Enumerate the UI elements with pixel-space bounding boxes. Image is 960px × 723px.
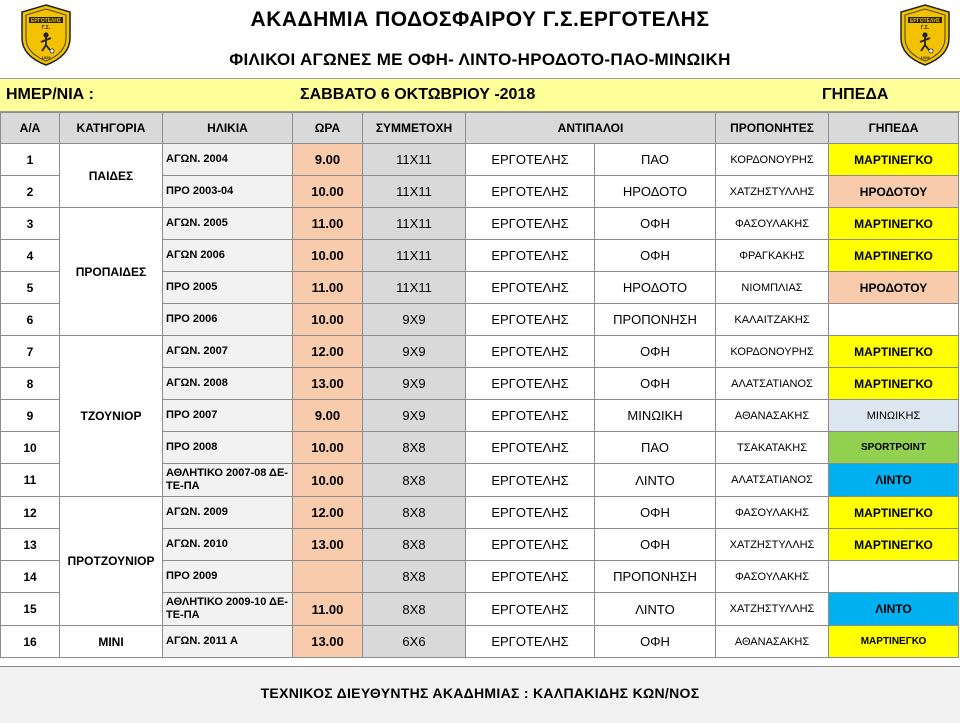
field-cell: ΛΙΝΤΟ: [829, 593, 959, 626]
field-cell: ΜΑΡΤΙΝΕΓΚΟ: [829, 208, 959, 240]
age-cell: ΑΓΩΝ. 2004: [163, 144, 293, 176]
opponent-cell: ΠΡΟΠΟΝΗΣΗ: [595, 304, 716, 336]
opponent-cell: ΠΡΟΠΟΝΗΣΗ: [595, 561, 716, 593]
field-cell: ΜΑΡΤΙΝΕΓΚΟ: [829, 368, 959, 400]
opponent-cell: ΟΦΗ: [595, 208, 716, 240]
coach-cell: ΝΙΟΜΠΛΙΑΣ: [716, 272, 829, 304]
age-cell: ΠΡΟ 2007: [163, 400, 293, 432]
format-cell: 6Χ6: [363, 626, 466, 658]
home-team-cell: ΕΡΓΟΤΕΛΗΣ: [466, 464, 595, 497]
svg-text:ΕΡΓΟΤΕΛΗΣ: ΕΡΓΟΤΕΛΗΣ: [31, 18, 61, 24]
table-row: [1, 336, 959, 368]
field-cell: SPORTPOINT: [829, 432, 959, 464]
time-cell: 11.00: [293, 272, 363, 304]
format-cell: 9Χ9: [363, 304, 466, 336]
format-cell: 11Χ11: [363, 144, 466, 176]
time-cell: 13.00: [293, 626, 363, 658]
format-cell: 11Χ11: [363, 272, 466, 304]
field-cell: [829, 304, 959, 336]
coach-cell: ΑΘΑΝΑΣΑΚΗΣ: [716, 400, 829, 432]
col-header-coaches: ΠΡΟΠΟΝΗΤΕΣ: [716, 113, 829, 144]
age-cell: ΑΓΩΝ. 2007: [163, 336, 293, 368]
coach-cell: ΚΟΡΔΟΝΟΥΡΗΣ: [716, 336, 829, 368]
coach-cell: ΤΣΑΚΑΤΑΚΗΣ: [716, 432, 829, 464]
coach-cell: ΦΡΑΓΚΑΚΗΣ: [716, 240, 829, 272]
format-cell: 11Χ11: [363, 240, 466, 272]
format-cell: 9Χ9: [363, 336, 466, 368]
home-team-cell: ΕΡΓΟΤΕΛΗΣ: [466, 240, 595, 272]
time-cell: 10.00: [293, 176, 363, 208]
format-cell: 9Χ9: [363, 368, 466, 400]
age-cell: ΠΡΟ 2005: [163, 272, 293, 304]
format-cell: 8Χ8: [363, 432, 466, 464]
academy-title: ΑΚΑΔΗΜΙΑ ΠΟΔΟΣΦΑΙΡΟΥ Γ.Σ.ΕΡΓΟΤΕΛΗΣ: [250, 8, 710, 31]
age-cell: ΠΡΟ 2003-04: [163, 176, 293, 208]
home-team-cell: ΕΡΓΟΤΕΛΗΣ: [466, 336, 595, 368]
category-cell: ΠΡΟΠΑΙΔΕΣ: [60, 208, 163, 336]
home-team-cell: ΕΡΓΟΤΕΛΗΣ: [466, 497, 595, 529]
field-cell: ΛΙΝΤΟ: [829, 464, 959, 497]
date-band: [0, 78, 960, 112]
table-row: [1, 626, 959, 658]
coach-cell: ΑΘΑΝΑΣΑΚΗΣ: [716, 626, 829, 658]
time-cell: 13.00: [293, 529, 363, 561]
row-number: 5: [1, 272, 60, 304]
club-logo-right: [899, 4, 951, 66]
coach-cell: ΦΑΣΟΥΛΑΚΗΣ: [716, 497, 829, 529]
row-number: 7: [1, 336, 60, 368]
row-number: 12: [1, 497, 60, 529]
row-number: 3: [1, 208, 60, 240]
field-cell: [829, 561, 959, 593]
matches-subtitle: ΦΙΛΙΚΟΙ ΑΓΩΝΕΣ ΜΕ ΟΦΗ- ΛΙΝΤΟ-ΗΡΟΔΟΤΟ-ΠΑΟ-ΜΙΝΩΙΚΗ: [229, 50, 731, 69]
home-team-cell: ΕΡΓΟΤΕΛΗΣ: [466, 176, 595, 208]
opponent-cell: ΟΦΗ: [595, 336, 716, 368]
time-cell: 12.00: [293, 497, 363, 529]
time-cell: 10.00: [293, 464, 363, 497]
row-number: 6: [1, 304, 60, 336]
format-cell: 11Χ11: [363, 176, 466, 208]
category-cell: ΠΑΙΔΕΣ: [60, 144, 163, 208]
time-cell: [293, 561, 363, 593]
age-cell: ΠΡΟ 2009: [163, 561, 293, 593]
field-cell: ΜΑΡΤΙΝΕΓΚΟ: [829, 336, 959, 368]
coach-cell: ΚΟΡΔΟΝΟΥΡΗΣ: [716, 144, 829, 176]
age-cell: ΠΡΟ 2006: [163, 304, 293, 336]
field-cell: ΜΑΡΤΙΝΕΓΚΟ: [829, 497, 959, 529]
col-header-fields: ΓΗΠΕΔΑ: [829, 113, 959, 144]
field-cell: ΗΡΟΔΟΤΟΥ: [829, 272, 959, 304]
opponent-cell: ΠΑΟ: [595, 432, 716, 464]
home-team-cell: ΕΡΓΟΤΕΛΗΣ: [466, 304, 595, 336]
age-cell: ΑΘΛΗΤΙΚΟ 2009-10 ΔΕ-ΤΕ-ΠΑ: [163, 593, 293, 626]
time-cell: 11.00: [293, 593, 363, 626]
field-cell: ΗΡΟΔΟΤΟΥ: [829, 176, 959, 208]
row-number: 14: [1, 561, 60, 593]
coach-cell: ΧΑΤΖΗΣΤΥΛΛΗΣ: [716, 593, 829, 626]
opponent-cell: ΟΦΗ: [595, 529, 716, 561]
time-cell: 13.00: [293, 368, 363, 400]
col-header-age: ΗΛΙΚΙΑ: [163, 113, 293, 144]
table-row: [1, 208, 959, 240]
coach-cell: ΚΑΛΑΙΤΖΑΚΗΣ: [716, 304, 829, 336]
age-cell: ΑΓΩΝ. 2009: [163, 497, 293, 529]
row-number: 4: [1, 240, 60, 272]
category-cell: ΜΙΝΙ: [60, 626, 163, 658]
time-cell: 9.00: [293, 144, 363, 176]
home-team-cell: ΕΡΓΟΤΕΛΗΣ: [466, 208, 595, 240]
schedule-table: [0, 112, 959, 658]
table-row: [1, 497, 959, 529]
opponent-cell: ΗΡΟΔΟΤΟ: [595, 272, 716, 304]
col-header-format: ΣΥΜΜΕΤΟΧΗ: [363, 113, 466, 144]
club-logo-left: [20, 4, 72, 66]
field-cell: ΜΑΡΤΙΝΕΓΚΟ: [829, 529, 959, 561]
coach-cell: ΦΑΣΟΥΛΑΚΗΣ: [716, 561, 829, 593]
opponent-cell: ΠΑΟ: [595, 144, 716, 176]
technical-director: ΤΕΧΝΙΚΟΣ ΔΙΕΥΘΥΝΤΗΣ ΑΚΑΔΗΜΙΑΣ : ΚΑΛΠΑΚΙΔΗΣ ΚΩΝ/ΝΟΣ: [260, 685, 700, 701]
coach-cell: ΑΛΑΤΣΑΤΙΑΝΟΣ: [716, 464, 829, 497]
table-header-row: [1, 113, 959, 144]
opponent-cell: ΗΡΟΔΟΤΟ: [595, 176, 716, 208]
row-number: 13: [1, 529, 60, 561]
age-cell: ΑΓΩΝ. 2011 Α: [163, 626, 293, 658]
row-number: 8: [1, 368, 60, 400]
opponent-cell: ΟΦΗ: [595, 626, 716, 658]
footer-band: [0, 666, 960, 723]
format-cell: 8Χ8: [363, 529, 466, 561]
age-cell: ΑΓΩΝ 2006: [163, 240, 293, 272]
opponent-cell: ΛΙΝΤΟ: [595, 464, 716, 497]
svg-text:1929: 1929: [41, 55, 51, 60]
category-cell: ΤΖΟΥΝΙΟΡ: [60, 336, 163, 497]
coach-cell: ΧΑΤΖΗΣΤΥΛΛΗΣ: [716, 176, 829, 208]
svg-text:Γ.Σ.: Γ.Σ.: [41, 25, 51, 31]
col-header-opponents: ΑΝΤΙΠΑΛΟΙ: [466, 113, 716, 144]
category-cell: ΠΡΟΤΖΟΥΝΙΟΡ: [60, 497, 163, 626]
format-cell: 9Χ9: [363, 400, 466, 432]
home-team-cell: ΕΡΓΟΤΕΛΗΣ: [466, 432, 595, 464]
row-number: 9: [1, 400, 60, 432]
format-cell: 11Χ11: [363, 208, 466, 240]
format-cell: 8Χ8: [363, 497, 466, 529]
field-cell: ΜΑΡΤΙΝΕΓΚΟ: [829, 144, 959, 176]
svg-text:1929: 1929: [920, 55, 930, 60]
opponent-cell: ΟΦΗ: [595, 368, 716, 400]
time-cell: 11.00: [293, 208, 363, 240]
time-cell: 10.00: [293, 240, 363, 272]
field-cell: ΜΙΝΩΙΚΗΣ: [829, 400, 959, 432]
col-header-aa: Α/Α: [1, 113, 60, 144]
col-header-category: ΚΑΤΗΓΟΡΙΑ: [60, 113, 163, 144]
home-team-cell: ΕΡΓΟΤΕΛΗΣ: [466, 144, 595, 176]
home-team-cell: ΕΡΓΟΤΕΛΗΣ: [466, 272, 595, 304]
age-cell: ΑΘΛΗΤΙΚΟ 2007-08 ΔΕ-ΤΕ-ΠΑ: [163, 464, 293, 497]
row-number: 2: [1, 176, 60, 208]
age-cell: ΑΓΩΝ. 2005: [163, 208, 293, 240]
time-cell: 10.00: [293, 432, 363, 464]
home-team-cell: ΕΡΓΟΤΕΛΗΣ: [466, 368, 595, 400]
row-number: 16: [1, 626, 60, 658]
row-number: 15: [1, 593, 60, 626]
opponent-cell: ΜΙΝΩΙΚΗ: [595, 400, 716, 432]
table-row: [1, 144, 959, 176]
opponent-cell: ΟΦΗ: [595, 240, 716, 272]
row-number: 11: [1, 464, 60, 497]
fields-label: ΓΗΠΕΔΑ: [822, 86, 889, 103]
format-cell: 8Χ8: [363, 561, 466, 593]
age-cell: ΑΓΩΝ. 2008: [163, 368, 293, 400]
opponent-cell: ΟΦΗ: [595, 497, 716, 529]
field-cell: ΜΑΡΤΙΝΕΓΚΟ: [829, 240, 959, 272]
row-number: 10: [1, 432, 60, 464]
home-team-cell: ΕΡΓΟΤΕΛΗΣ: [466, 529, 595, 561]
home-team-cell: ΕΡΓΟΤΕΛΗΣ: [466, 561, 595, 593]
coach-cell: ΧΑΤΖΗΣΤΥΛΛΗΣ: [716, 529, 829, 561]
coach-cell: ΑΛΑΤΣΑΤΙΑΝΟΣ: [716, 368, 829, 400]
age-cell: ΠΡΟ 2008: [163, 432, 293, 464]
time-cell: 9.00: [293, 400, 363, 432]
time-cell: 12.00: [293, 336, 363, 368]
home-team-cell: ΕΡΓΟΤΕΛΗΣ: [466, 626, 595, 658]
svg-text:Γ.Σ.: Γ.Σ.: [920, 25, 930, 31]
format-cell: 8Χ8: [363, 593, 466, 626]
field-cell: ΜΑΡΤΙΝΕΓΚΟ: [829, 626, 959, 658]
format-cell: 8Χ8: [363, 464, 466, 497]
col-header-time: ΩΡΑ: [293, 113, 363, 144]
date-label: ΗΜΕΡ/ΝΙΑ :: [6, 86, 94, 103]
time-cell: 10.00: [293, 304, 363, 336]
home-team-cell: ΕΡΓΟΤΕΛΗΣ: [466, 400, 595, 432]
home-team-cell: ΕΡΓΟΤΕΛΗΣ: [466, 593, 595, 626]
coach-cell: ΦΑΣΟΥΛΑΚΗΣ: [716, 208, 829, 240]
match-date: ΣΑΒΒΑΤΟ 6 ΟΚΤΩΒΡΙΟΥ -2018: [300, 86, 536, 103]
age-cell: ΑΓΩΝ. 2010: [163, 529, 293, 561]
row-number: 1: [1, 144, 60, 176]
opponent-cell: ΛΙΝΤΟ: [595, 593, 716, 626]
svg-text:ΕΡΓΟΤΕΛΗΣ: ΕΡΓΟΤΕΛΗΣ: [910, 18, 940, 24]
